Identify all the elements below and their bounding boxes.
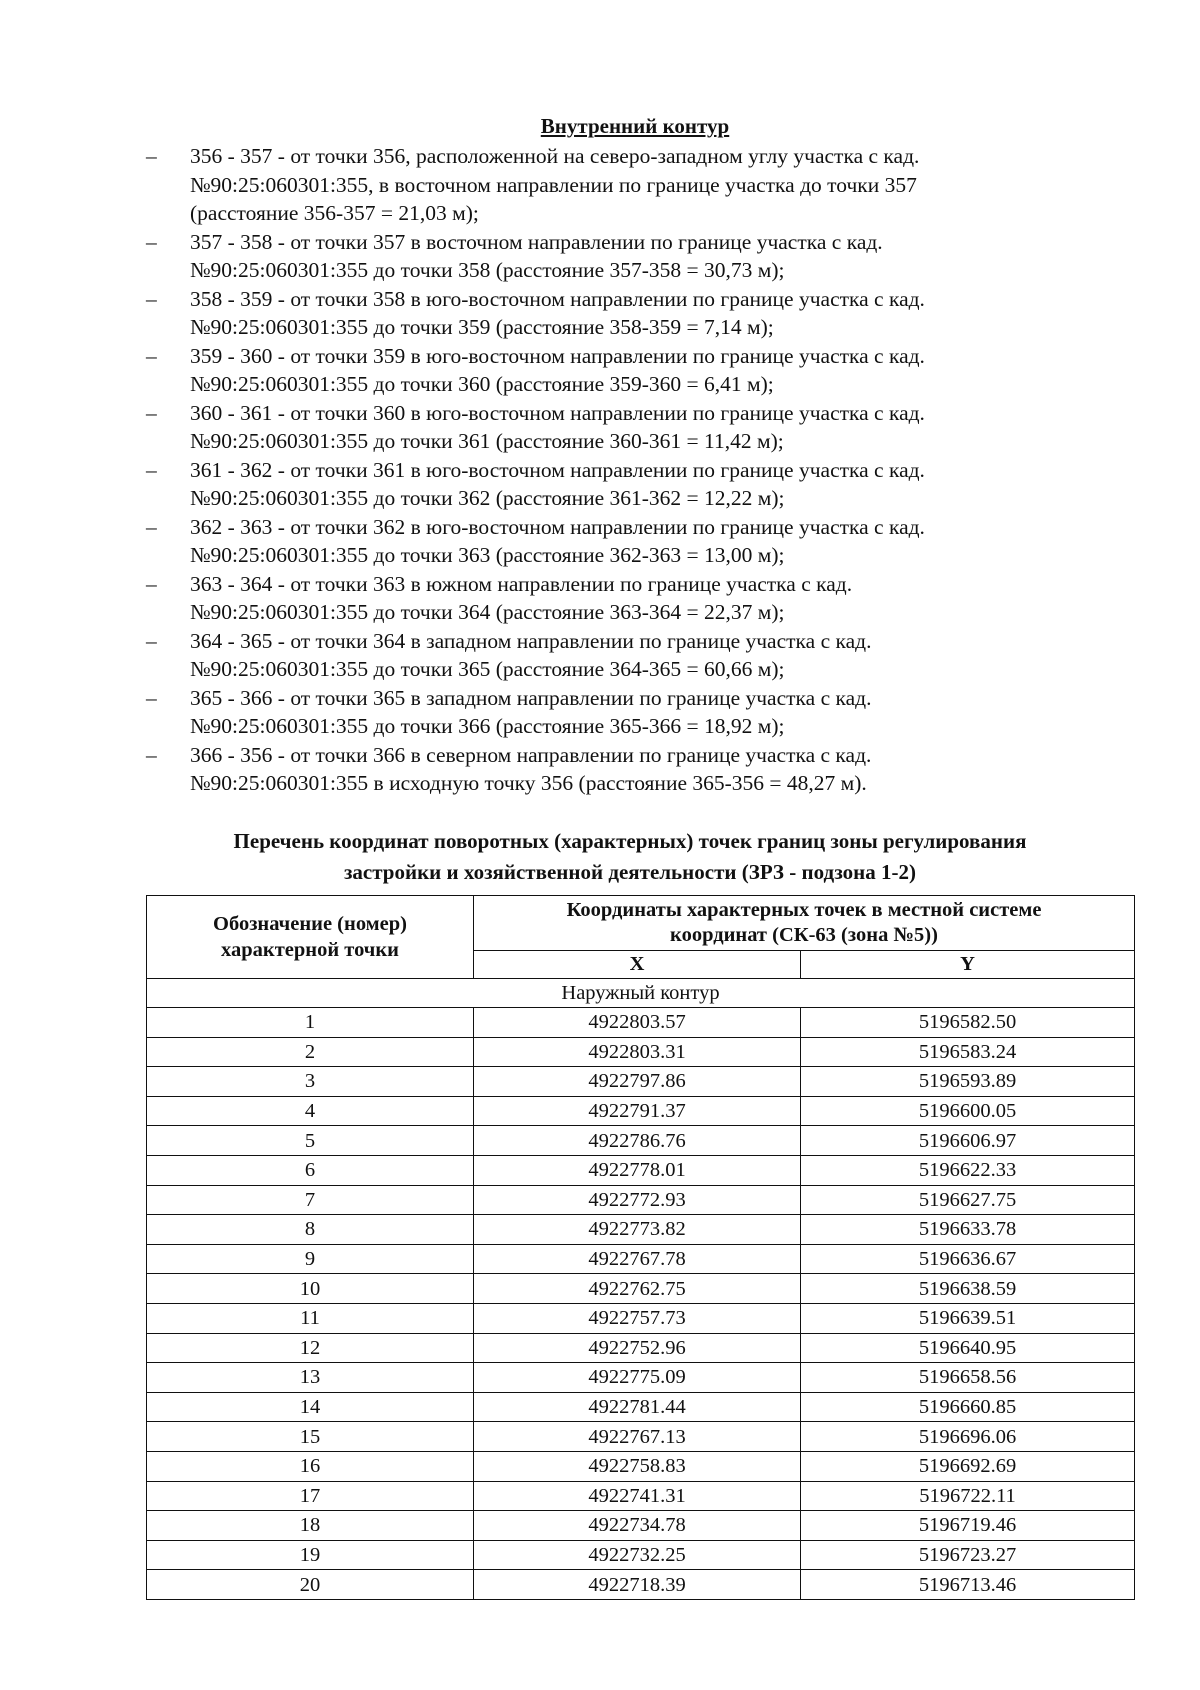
cell-point-number: 15 — [147, 1422, 474, 1452]
table-title: Перечень координат поворотных (характерных) точек границ зоны регулирования застройки и хозяйственной деятельности (ЗРЗ - подзона 1-2) — [233, 829, 1027, 884]
cell-point-number: 13 — [147, 1363, 474, 1393]
dash-bullet: – — [146, 144, 157, 168]
dash-bullet: – — [146, 571, 157, 596]
table-row — [147, 1126, 1135, 1156]
cell-point-number: 18 — [147, 1511, 474, 1541]
table-row — [147, 1215, 1135, 1245]
contour-label: Наружный контур — [147, 979, 1135, 1008]
list-item: – 362 - 363 - от точки 362 в юго-восточном направлении по границе участка с кад. №90:25:060301:355 до точки 363 (расстояние 362-363 = 13,00 м); — [146, 514, 925, 567]
cell-point-number: 11 — [147, 1303, 474, 1333]
cell-x: 4922767.78 — [474, 1244, 801, 1274]
cell-x: 4922767.13 — [474, 1422, 801, 1452]
cell-y: 5196696.06 — [801, 1422, 1135, 1452]
cell-point-number: 1 — [147, 1008, 474, 1038]
list-item: – 364 - 365 - от точки 364 в западном направлении по границе участка с кад. №90:25:060301:355 до точки 365 (расстояние 364-365 = 60,66 м); — [146, 628, 872, 681]
cell-x: 4922803.31 — [474, 1037, 801, 1067]
cell-x: 4922752.96 — [474, 1333, 801, 1363]
cell-x: 4922757.73 — [474, 1303, 801, 1333]
table-row — [147, 1096, 1135, 1126]
table-row — [147, 1333, 1135, 1363]
list-item: – 363 - 364 - от точки 363 в южном направлении по границе участка с кад. №90:25:060301:355 до точки 364 (расстояние 363-364 = 22,37 м); — [146, 571, 853, 624]
table-row — [147, 1392, 1135, 1422]
cell-point-number: 12 — [147, 1333, 474, 1363]
table-row — [147, 1185, 1135, 1215]
cell-point-number: 19 — [147, 1540, 474, 1570]
dash-bullet: – — [146, 400, 157, 425]
coordinates-table — [146, 895, 1135, 1600]
header-coordinates: Координаты характерных точек в местной системе координат (СК-63 (зона №5)) — [474, 896, 1135, 951]
cell-point-number: 7 — [147, 1185, 474, 1215]
dash-bullet: – — [146, 742, 157, 767]
list-item: – 357 - 358 - от точки 357 в восточном направлении по границе участка с кад. №90:25:060301:355 до точки 358 (расстояние 357-358 = 30,73 м); — [146, 229, 883, 282]
table-row — [147, 1363, 1135, 1393]
list-item: – 358 - 359 - от точки 358 в юго-восточном направлении по границе участка с кад. №90:25:060301:355 до точки 359 (расстояние 358-359 = 7,14 м); — [146, 286, 925, 339]
cell-x: 4922734.78 — [474, 1511, 801, 1541]
table-row — [147, 1067, 1135, 1097]
cell-y: 5196636.67 — [801, 1244, 1135, 1274]
cell-y: 5196640.95 — [801, 1333, 1135, 1363]
cell-x: 4922781.44 — [474, 1392, 801, 1422]
cell-x: 4922773.82 — [474, 1215, 801, 1245]
dash-bullet: – — [146, 229, 157, 254]
list-item: – 359 - 360 - от точки 359 в юго-восточном направлении по границе участка с кад. №90:25:060301:355 до точки 360 (расстояние 359-360 = 6,41 м); — [146, 343, 925, 396]
cell-point-number: 14 — [147, 1392, 474, 1422]
cell-y: 5196627.75 — [801, 1185, 1135, 1215]
table-row — [147, 1008, 1135, 1038]
cell-point-number: 17 — [147, 1481, 474, 1511]
cell-x: 4922732.25 — [474, 1540, 801, 1570]
cell-point-number: 8 — [147, 1215, 474, 1245]
dash-bullet: – — [146, 343, 157, 368]
cell-point-number: 16 — [147, 1451, 474, 1481]
cell-x: 4922772.93 — [474, 1185, 801, 1215]
table-row — [147, 1511, 1135, 1541]
table-row — [147, 1037, 1135, 1067]
cell-y: 5196583.24 — [801, 1037, 1135, 1067]
cell-point-number: 2 — [147, 1037, 474, 1067]
dash-bullet: – — [146, 457, 157, 482]
list-item: – 361 - 362 - от точки 361 в юго-восточном направлении по границе участка с кад. №90:25:060301:355 до точки 362 (расстояние 361-362 = 12,22 м); — [146, 457, 925, 510]
cell-y: 5196713.46 — [801, 1570, 1135, 1600]
cell-y: 5196722.11 — [801, 1481, 1135, 1511]
list-item: – 360 - 361 - от точки 360 в юго-восточном направлении по границе участка с кад. №90:25:060301:355 до точки 361 (расстояние 360-361 = 11,42 м); — [146, 400, 925, 453]
dash-bullet: – — [146, 514, 157, 539]
cell-y: 5196719.46 — [801, 1511, 1135, 1541]
cell-x: 4922758.83 — [474, 1451, 801, 1481]
list-item: – 356 - 357 - от точки 356, расположенной на северо-западном углу участка с кад. №90:25:060301:355, в восточном направлении по границе участка до точки 357 (расстояние 356-357 = 21,03 м); — [146, 144, 920, 225]
table-row — [147, 1244, 1135, 1274]
cell-point-number: 9 — [147, 1244, 474, 1274]
list-item: – 365 - 366 - от точки 365 в западном направлении по границе участка с кад. №90:25:060301:355 до точки 366 (расстояние 365-366 = 18,92 м); — [146, 685, 872, 738]
cell-y: 5196723.27 — [801, 1540, 1135, 1570]
cell-point-number: 5 — [147, 1126, 474, 1156]
list-item: – 366 - 356 - от точки 366 в северном направлении по границе участка с кад. №90:25:060301:355 в исходную точку 356 (расстояние 365-356 = 48,27 м). — [146, 742, 872, 795]
header-y: Y — [801, 951, 1135, 979]
cell-x: 4922741.31 — [474, 1481, 801, 1511]
cell-y: 5196658.56 — [801, 1363, 1135, 1393]
cell-point-number: 3 — [147, 1067, 474, 1097]
cell-x: 4922775.09 — [474, 1363, 801, 1393]
table-row — [147, 1422, 1135, 1452]
cell-point-number: 4 — [147, 1096, 474, 1126]
cell-point-number: 6 — [147, 1155, 474, 1185]
table-row — [147, 1303, 1135, 1333]
cell-y: 5196606.97 — [801, 1126, 1135, 1156]
inner-contour-list — [146, 142, 1050, 798]
table-row — [147, 1481, 1135, 1511]
table-row — [147, 1570, 1135, 1600]
dash-bullet: – — [146, 685, 157, 710]
table-row — [147, 1540, 1135, 1570]
cell-y: 5196660.85 — [801, 1392, 1135, 1422]
inner-contour-title: Внутренний контур — [540, 114, 730, 138]
cell-x: 4922786.76 — [474, 1126, 801, 1156]
cell-x: 4922803.57 — [474, 1008, 801, 1038]
cell-y: 5196582.50 — [801, 1008, 1135, 1038]
cell-x: 4922791.37 — [474, 1096, 801, 1126]
cell-y: 5196692.69 — [801, 1451, 1135, 1481]
cell-x: 4922797.86 — [474, 1067, 801, 1097]
table-row — [147, 1155, 1135, 1185]
cell-y: 5196593.89 — [801, 1067, 1135, 1097]
cell-y: 5196600.05 — [801, 1096, 1135, 1126]
cell-y: 5196639.51 — [801, 1303, 1135, 1333]
header-x: X — [474, 951, 801, 979]
dash-bullet: – — [146, 286, 157, 311]
header-designation: Обозначение (номер) характерной точки — [147, 896, 474, 979]
table-row — [147, 1274, 1135, 1304]
cell-y: 5196638.59 — [801, 1274, 1135, 1304]
cell-y: 5196622.33 — [801, 1155, 1135, 1185]
cell-point-number: 10 — [147, 1274, 474, 1304]
cell-y: 5196633.78 — [801, 1215, 1135, 1245]
cell-x: 4922778.01 — [474, 1155, 801, 1185]
cell-point-number: 20 — [147, 1570, 474, 1600]
dash-bullet: – — [146, 628, 157, 653]
table-row — [147, 1451, 1135, 1481]
cell-x: 4922718.39 — [474, 1570, 801, 1600]
cell-x: 4922762.75 — [474, 1274, 801, 1304]
